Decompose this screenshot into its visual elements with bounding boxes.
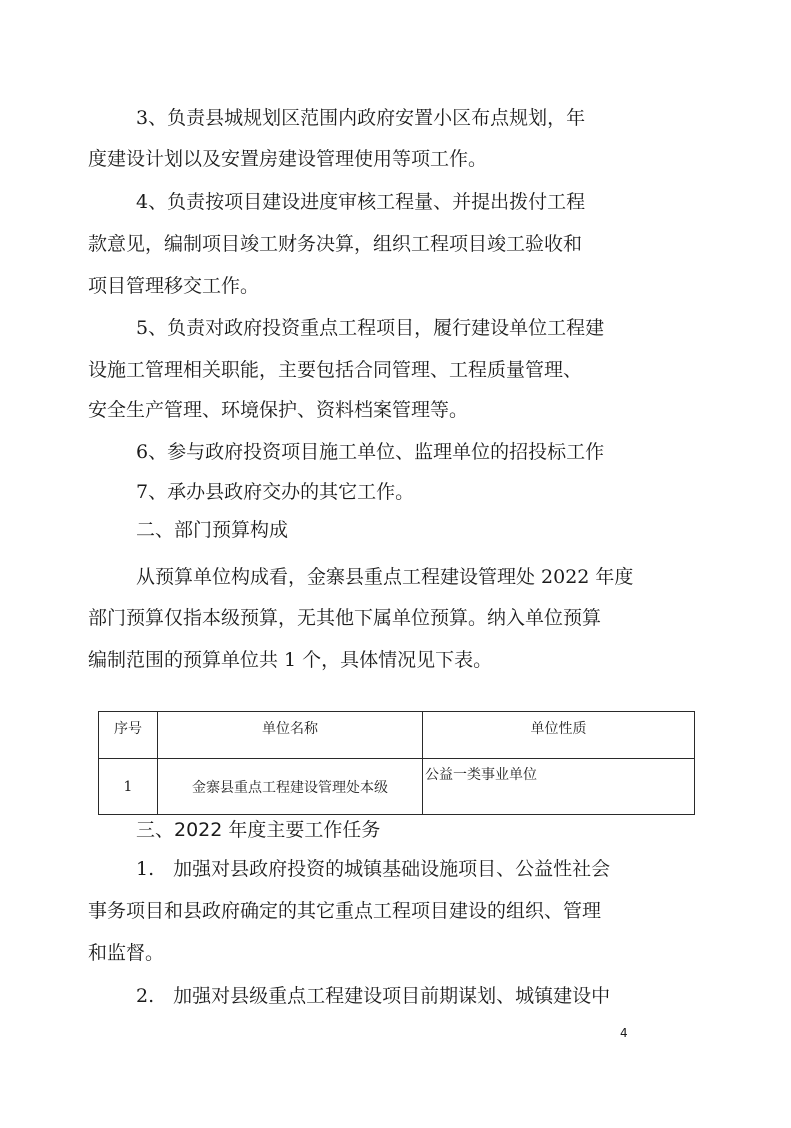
section-2-line-2: 部门预算仅指本级预算，无其他下属单位预算。纳入单位预算: [88, 607, 602, 629]
table-header-row: [99, 712, 695, 759]
section-3-heading: 三、2022 年度主要工作任务: [136, 819, 381, 841]
task-1-line-1: 1. 加强对县政府投资的城镇基础设施项目、公益性社会: [136, 858, 611, 880]
section-2-heading: 二、部门预算构成: [136, 519, 289, 541]
section-2-line-1: 从预算单位构成看，金寨县重点工程建设管理处 2022 年度: [136, 566, 634, 588]
para-5-line-2: 设施工管理相关职能，主要包括合同管理、工程质量管理、: [88, 359, 583, 381]
para-5-line-3: 安全生产管理、环境保护、资料档案管理等。: [88, 399, 469, 421]
header-unit-nature: 单位性质: [423, 712, 695, 759]
para-5-line-1: 5、负责对政府投资重点工程项目，履行建设单位工程建: [136, 317, 605, 339]
para-4-line-2: 款意见，编制项目竣工财务决算，组织工程项目竣工验收和: [88, 233, 583, 255]
cell-unit-name: 金寨县重点工程建设管理处本级: [158, 759, 423, 815]
para-6-line-1: 6、参与政府投资项目施工单位、监理单位的招投标工作: [136, 441, 605, 463]
para-7-line-1: 7、承办县政府交办的其它工作。: [136, 481, 415, 503]
task-1-line-3: 和监督。: [88, 942, 165, 964]
cell-serial: 1: [99, 759, 158, 815]
section-2-line-3: 编制范围的预算单位共 1 个，具体情况见下表。: [88, 649, 493, 671]
task-1-line-2: 事务项目和县政府确定的其它重点工程项目建设的组织、管理: [88, 900, 602, 922]
task-2-line-1: 2. 加强对县级重点工程建设项目前期谋划、城镇建设中: [136, 985, 611, 1007]
para-4-line-1: 4、负责按项目建设进度审核工程量、并提出拨付工程: [136, 191, 586, 213]
header-unit-name: 单位名称: [158, 712, 423, 759]
table-row: [99, 759, 695, 815]
para-3-line-2: 度建设计划以及安置房建设管理使用等项工作。: [88, 148, 488, 170]
budget-unit-table: [98, 711, 695, 815]
para-3-line-1: 3、负责县城规划区范围内政府安置小区布点规划，年: [136, 107, 586, 129]
page-number: 4: [620, 1026, 628, 1040]
cell-unit-nature: 公益一类事业单位: [423, 759, 695, 815]
header-serial: 序号: [99, 712, 158, 759]
para-4-line-3: 项目管理移交工作。: [88, 275, 260, 297]
